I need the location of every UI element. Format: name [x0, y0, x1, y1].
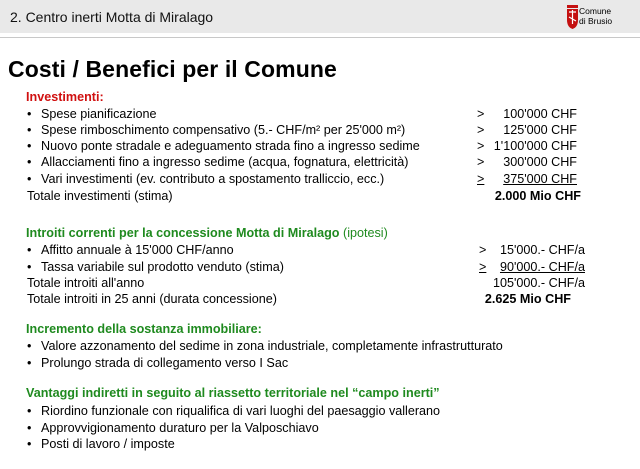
total-label: Totale introiti in 25 anni (durata concessione): [27, 292, 277, 306]
bullet-icon: •: [27, 339, 32, 353]
bullet-icon: •: [27, 243, 32, 257]
item-sign: >: [477, 123, 485, 137]
item-label: Riordino funzionale con riqualifica di vari luoghi del paesaggio vallerano: [41, 404, 441, 418]
item-label: Prolungo strada di collegamento verso I Sac: [41, 356, 289, 370]
item-amount: 375'000 CHF: [503, 172, 577, 186]
list-item: [27, 355, 627, 371]
section-heading-vantaggi: Vantaggi indiretti in seguito al riassetto territoriale nel “campo inerti”: [26, 386, 440, 400]
list-item: [27, 259, 627, 275]
item-sign: >: [477, 155, 485, 169]
item-label: Vari investimenti (ev. contributo a spostamento tralliccio, ecc.): [41, 172, 385, 186]
item-sign: >: [479, 260, 487, 274]
heading-note: (ipotesi): [343, 226, 388, 240]
page-title: Costi / Benefici per il Comune: [8, 56, 337, 82]
bullet-icon: •: [27, 139, 32, 153]
bullet-icon: •: [27, 437, 32, 451]
list-item: [27, 106, 627, 122]
list-item: [27, 403, 627, 419]
total-label: Totale introiti all'anno: [27, 276, 145, 290]
item-amount: 90'000.- CHF/a: [499, 260, 585, 274]
item-label: Valore azzonamento del sedime in zona industriale, completamente infrastrutturato: [41, 339, 503, 353]
item-sign: >: [477, 107, 485, 121]
section-heading-introiti: [26, 226, 388, 240]
item-amount: 100'000 CHF: [503, 107, 577, 121]
list-item: [27, 338, 627, 354]
list-item: [27, 138, 627, 154]
logo-line-1: Comune: [579, 6, 612, 16]
slide-header: [0, 0, 640, 33]
total-label: Totale investimenti (stima): [27, 189, 173, 203]
item-amount: 1'100'000 CHF: [493, 139, 577, 153]
coat-of-arms-icon: [567, 5, 578, 29]
item-label: Spese pianificazione: [41, 107, 157, 121]
bullet-icon: •: [27, 172, 32, 186]
header-divider: [0, 37, 640, 38]
total-row: [27, 188, 627, 204]
item-label: Approvvigionamento duraturo per la Valposchiavo: [41, 421, 319, 435]
bullet-icon: •: [27, 421, 32, 435]
item-amount: 300'000 CHF: [503, 155, 577, 169]
list-item: [27, 171, 627, 187]
item-amount: 125'000 CHF: [503, 123, 577, 137]
total-row: [27, 291, 627, 307]
section-heading-investimenti: Investimenti:: [26, 90, 104, 104]
item-label: Affitto annuale à 15'000 CHF/anno: [41, 243, 234, 257]
item-sign: >: [477, 172, 485, 186]
list-item: [27, 154, 627, 170]
bullet-icon: •: [27, 123, 32, 137]
item-amount: 15'000.- CHF/a: [499, 243, 585, 257]
municipality-logo-text: [579, 6, 612, 26]
list-item: [27, 436, 627, 452]
item-label: Spese rimboschimento compensativo (5.- CHF/m² per 25'000 m²): [41, 123, 406, 137]
total-row: [27, 275, 627, 291]
section-heading-incremento: Incremento della sostanza immobiliare:: [26, 322, 262, 336]
item-label: Allacciamenti fino a ingresso sedime (acqua, fognatura, elettricità): [41, 155, 409, 169]
heading-text: Introiti correnti per la concessione Motta di Miralago: [26, 226, 340, 240]
bullet-icon: •: [27, 107, 32, 121]
total-amount: 2.000 Mio CHF: [494, 189, 581, 203]
bullet-icon: •: [27, 155, 32, 169]
total-amount: 2.625 Mio CHF: [484, 292, 571, 306]
bullet-icon: •: [27, 260, 32, 274]
total-amount: 105'000.- CHF/a: [492, 276, 585, 290]
item-label: Tassa variabile sul prodotto venduto (stima): [41, 260, 284, 274]
logo-line-2: di Brusio: [579, 16, 613, 26]
header-title: 2. Centro inerti Motta di Miralago: [10, 9, 214, 25]
list-item: [27, 242, 627, 258]
item-sign: >: [479, 243, 487, 257]
item-sign: >: [477, 139, 485, 153]
item-label: Posti di lavoro / imposte: [41, 437, 175, 451]
bullet-icon: •: [27, 404, 32, 418]
list-item: [27, 122, 627, 138]
list-item: [27, 420, 627, 436]
item-label: Nuovo ponte stradale e adeguamento strada fino a ingresso sedime: [41, 139, 420, 153]
bullet-icon: •: [27, 356, 32, 370]
